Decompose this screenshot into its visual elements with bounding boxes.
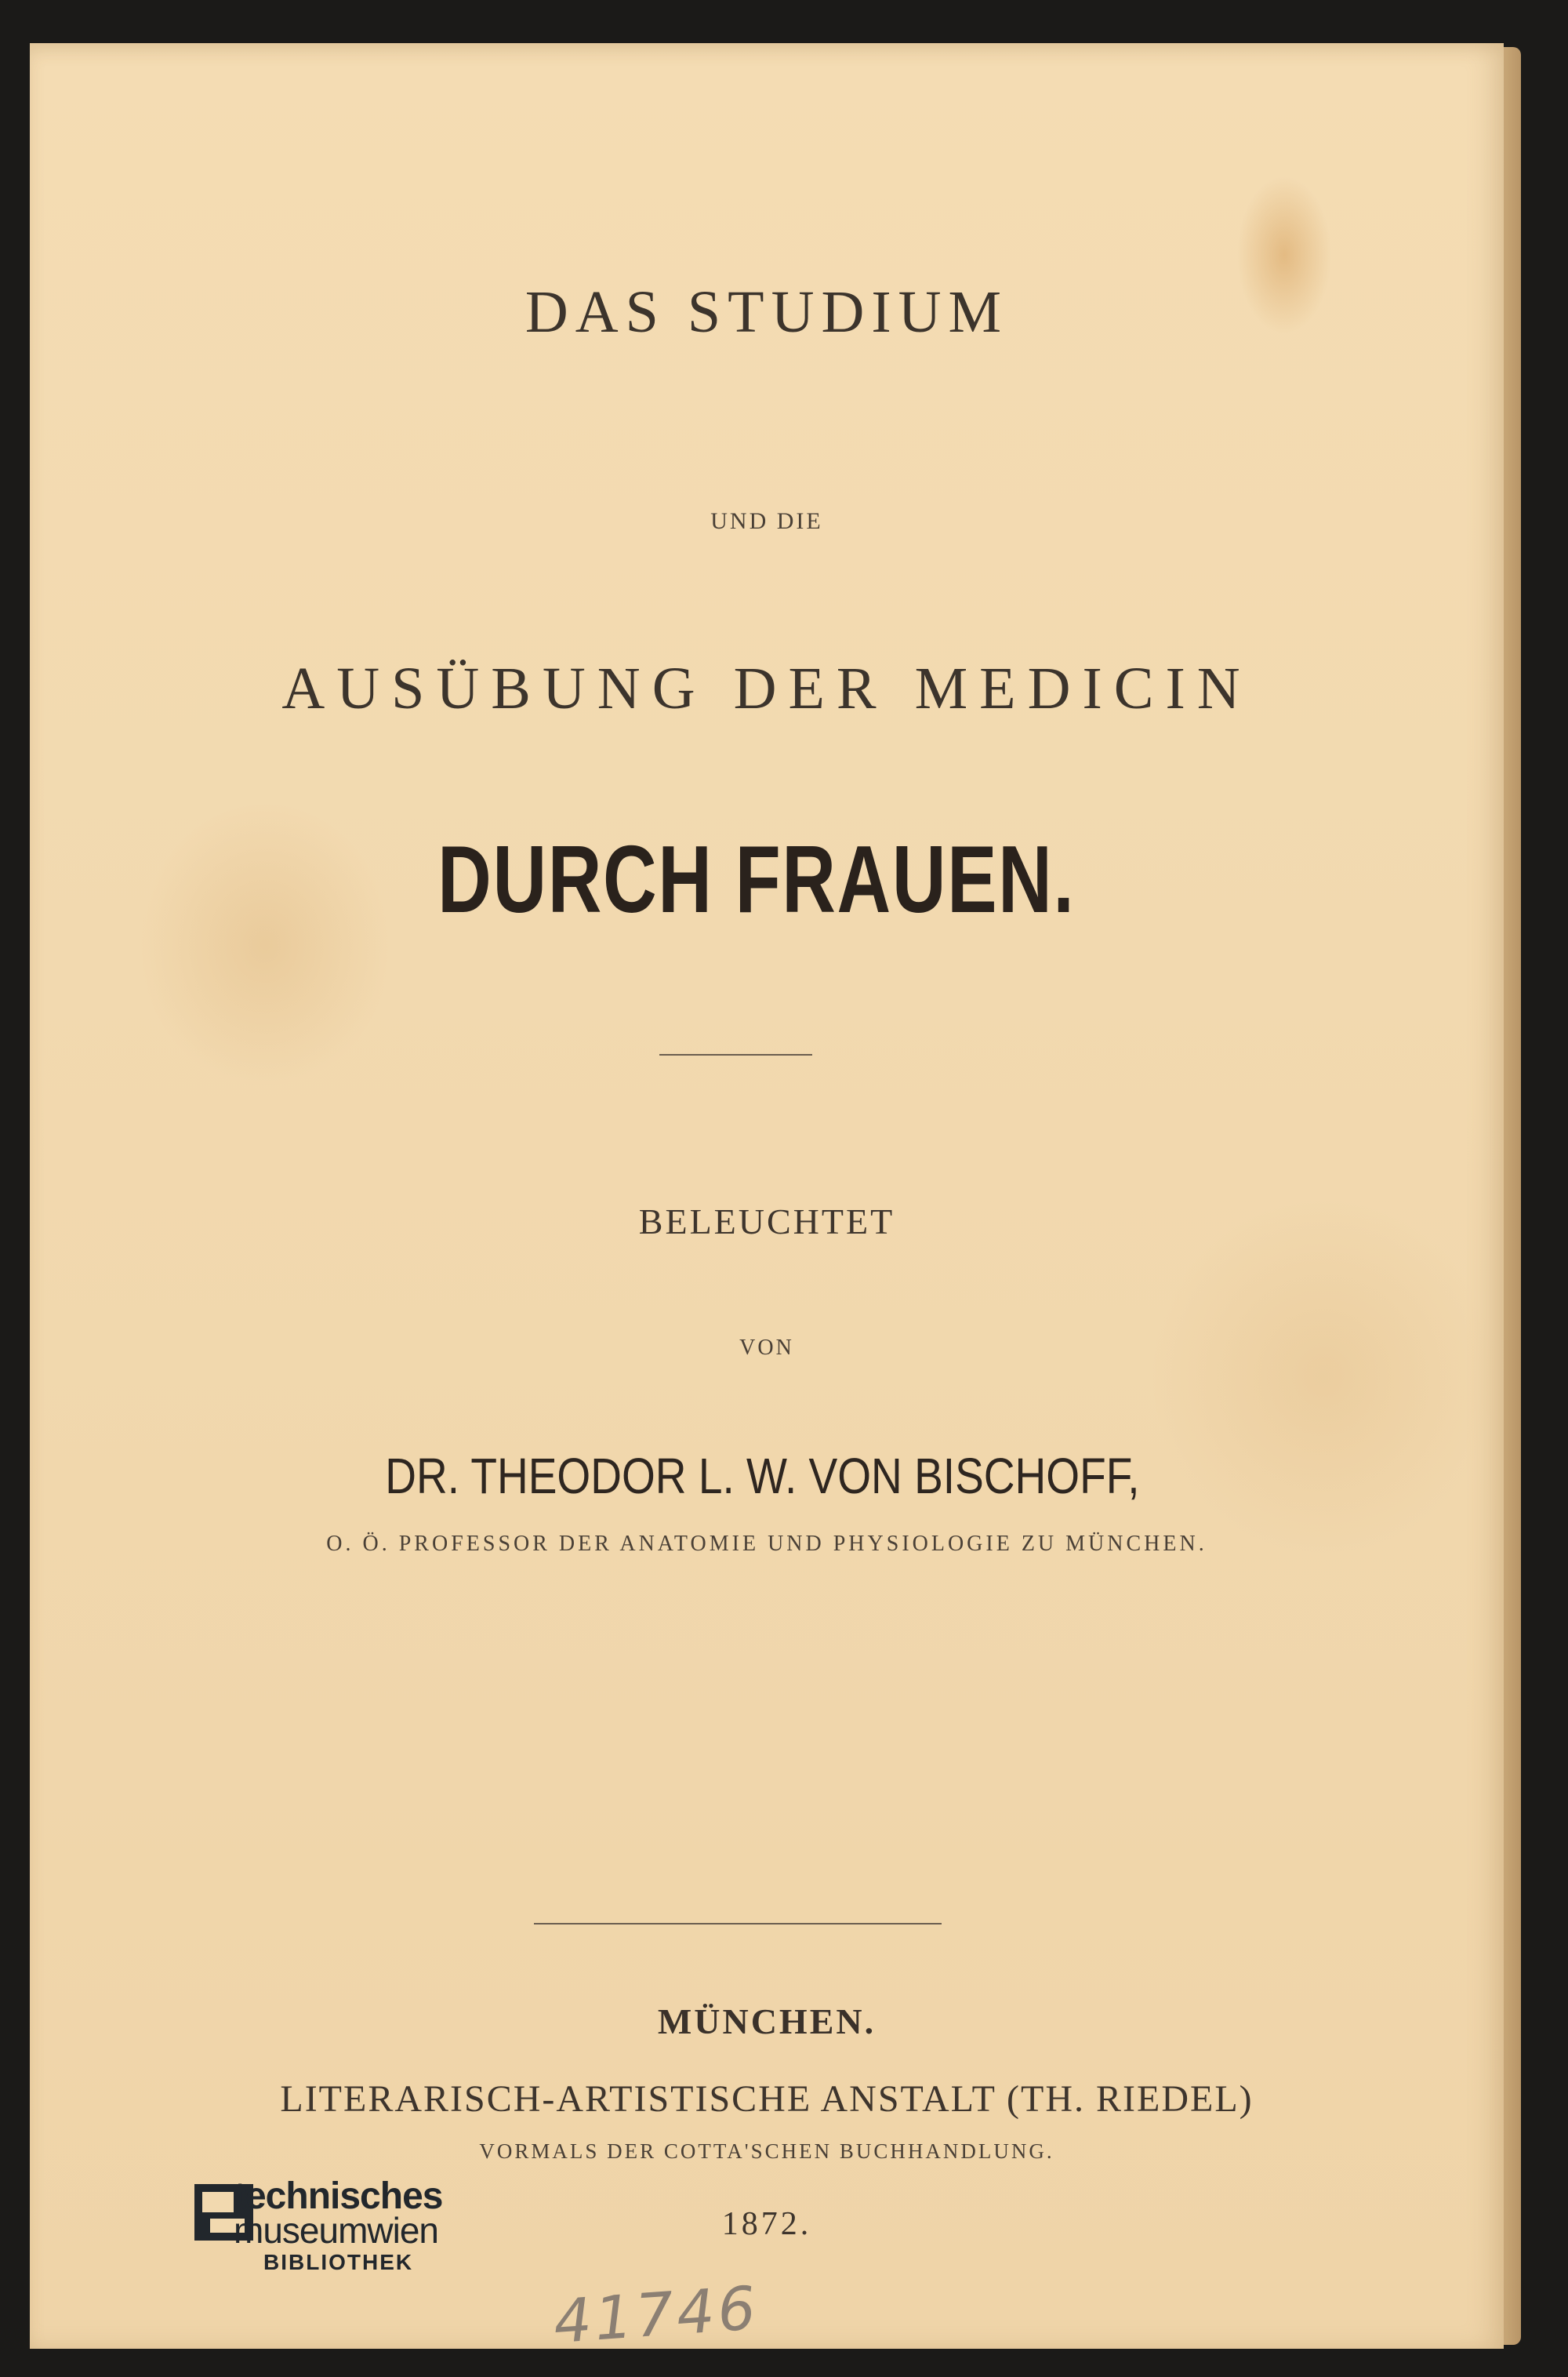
handwritten-shelf-number: 41746: [551, 2272, 761, 2357]
title-line-1: DAS STUDIUM: [524, 279, 1009, 345]
imprint-publisher: LITERARISCH-ARTISTISCHE ANSTALT (TH. RIEDEL): [280, 2078, 1254, 2120]
byline-beleuchtet: BELEUCHTET: [638, 1201, 895, 1241]
title-line-4: DURCH FRAUEN.: [437, 826, 1076, 932]
title-page: [30, 43, 1504, 2357]
author-name: DR. THEODOR L. W. VON BISCHOFF,: [385, 1448, 1140, 1504]
library-stamp: [194, 2175, 524, 2280]
divider-rule-upper: [659, 1054, 812, 1056]
divider-rule-lower: [534, 1923, 942, 1924]
imprint-year: 1872.: [721, 2206, 812, 2242]
title-line-2: UND DIE: [710, 508, 823, 534]
stamp-line-technisches: technisches: [234, 2175, 443, 2217]
imprint-publisher-note: VORMALS DER COTTA'SCHEN BUCHHANDLUNG.: [479, 2139, 1054, 2163]
stamp-line-bibliothek: BIBLIOTHEK: [263, 2250, 414, 2274]
byline-von: VON: [739, 1336, 794, 1360]
stamp-line-museumwien: museumwien: [234, 2210, 438, 2251]
title-line-3: AUSÜBUNG DER MEDICIN: [281, 656, 1252, 721]
author-title: O. Ö. PROFESSOR DER ANATOMIE UND PHYSIOLOGIE ZU MÜNCHEN.: [326, 1532, 1207, 1556]
imprint-city: MÜNCHEN.: [657, 2001, 877, 2041]
